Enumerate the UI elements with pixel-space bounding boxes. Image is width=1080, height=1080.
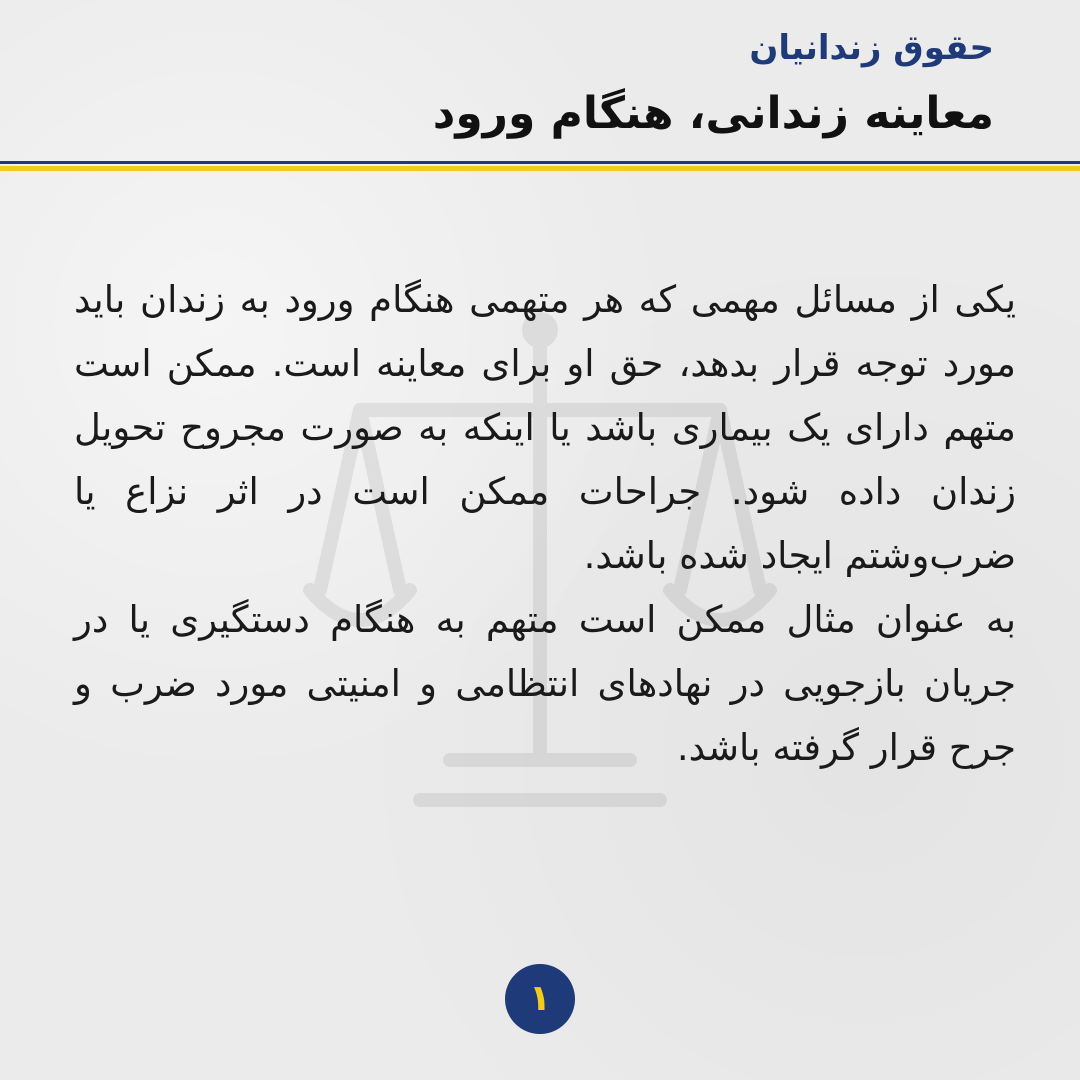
paragraph-1: یکی از مسائل مهمی که هر متهمی هنگام ورود به زندان باید مورد توجه قرار بدهد، حق او برای معاینه است. ممکن است متهم دارای یک بیماری باشد یا اینکه به صورت مجروح تحویل زندان داده شود. جراحات ممکن است در اثر نزاع یا ضرب‌وشتم ایجاد شده باشد. [74, 278, 1016, 577]
paragraph-2: به عنوان مثال ممکن است متهم به هنگام دستگیری یا در جریان بازجویی در نهادهای انتظامی و امنیتی مورد ضرب و جرح قرار گرفته باشد. [74, 598, 1016, 769]
page-number: ۱ [529, 978, 551, 1019]
page-title: معاینه زندانی، هنگام ورود [432, 88, 994, 139]
body-text [74, 268, 1016, 780]
header-divider-blue [0, 161, 1080, 164]
page-number-badge [505, 964, 575, 1034]
header-divider-yellow [0, 166, 1080, 171]
section-subtitle: حقوق زندانیان [749, 28, 994, 68]
